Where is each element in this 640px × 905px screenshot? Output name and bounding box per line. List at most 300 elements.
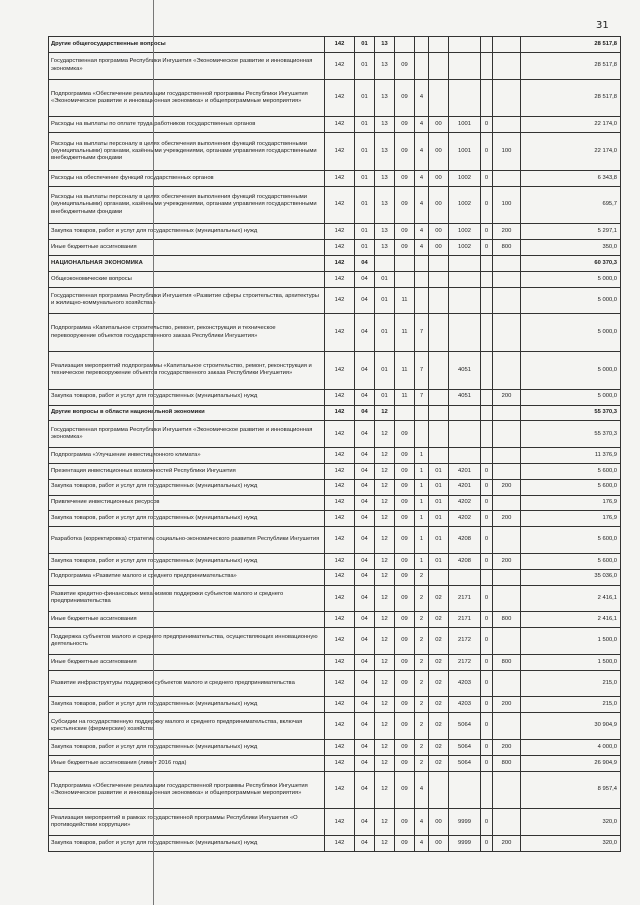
code-subsection: 12 [375,755,395,771]
row-amount: 320,0 [521,836,621,852]
code-direction [449,52,481,79]
code-subprogram [415,271,429,287]
table-row [49,654,621,670]
code-section: 01 [355,224,375,240]
code-direction: 4202 [449,511,481,527]
code-grbs: 142 [325,133,355,171]
code-section: 04 [355,553,375,569]
code-direction-suffix: 0 [481,612,493,628]
budget-sheet [48,36,620,852]
code-event [429,37,449,53]
code-subsection: 12 [375,612,395,628]
code-section: 01 [355,37,375,53]
code-direction: 1001 [449,133,481,171]
code-expense-type [493,569,521,585]
code-event: 00 [429,117,449,133]
code-event: 01 [429,463,449,479]
code-program: 09 [395,511,415,527]
code-section: 04 [355,511,375,527]
code-expense-type: 100 [493,186,521,224]
code-expense-type [493,37,521,53]
code-program: 09 [395,836,415,852]
code-direction-suffix [481,405,493,421]
row-description: Закупка товаров, работ и услуг для государственных (муниципальных) нужд [49,739,325,755]
code-section: 01 [355,52,375,79]
code-subprogram: 2 [415,628,429,655]
code-direction-suffix: 0 [481,186,493,224]
code-subsection [375,255,395,271]
row-amount: 5 000,0 [521,314,621,352]
row-amount: 5 000,0 [521,352,621,390]
code-program: 09 [395,52,415,79]
code-direction-suffix: 0 [481,553,493,569]
code-grbs: 142 [325,495,355,511]
code-expense-type: 800 [493,612,521,628]
code-program: 09 [395,628,415,655]
code-expense-type [493,628,521,655]
code-event [429,569,449,585]
code-event: 01 [429,553,449,569]
code-subsection: 01 [375,389,395,405]
code-subprogram [415,421,429,448]
code-grbs: 142 [325,553,355,569]
row-amount: 8 957,4 [521,771,621,809]
table-row [49,697,621,713]
code-event: 02 [429,755,449,771]
code-expense-type [493,713,521,740]
code-grbs: 142 [325,527,355,554]
code-program: 09 [395,553,415,569]
table-row [49,713,621,740]
code-subprogram: 1 [415,495,429,511]
row-amount: 215,0 [521,670,621,697]
row-description: Иные бюджетные ассигнования (лимит 2016 года) [49,755,325,771]
table-row [49,170,621,186]
code-subprogram: 4 [415,133,429,171]
code-program: 09 [395,713,415,740]
code-section: 04 [355,314,375,352]
code-direction-suffix: 0 [481,463,493,479]
code-program: 09 [395,585,415,612]
row-amount: 320,0 [521,809,621,836]
code-direction-suffix: 0 [481,133,493,171]
code-subsection: 13 [375,224,395,240]
code-program: 09 [395,170,415,186]
code-grbs: 142 [325,569,355,585]
code-program: 11 [395,314,415,352]
code-program: 09 [395,654,415,670]
row-amount: 176,9 [521,511,621,527]
code-event: 01 [429,511,449,527]
code-grbs: 142 [325,697,355,713]
code-section: 04 [355,255,375,271]
code-direction-suffix: 0 [481,479,493,495]
code-direction-suffix: 0 [481,755,493,771]
code-subprogram: 7 [415,314,429,352]
code-program: 09 [395,739,415,755]
code-direction-suffix: 0 [481,585,493,612]
code-event: 00 [429,809,449,836]
code-expense-type [493,421,521,448]
code-expense-type: 200 [493,224,521,240]
table-row [49,771,621,809]
code-direction-suffix [481,448,493,464]
code-subprogram: 4 [415,79,429,117]
code-event [429,287,449,314]
code-program: 09 [395,133,415,171]
code-subprogram: 4 [415,170,429,186]
code-direction-suffix [481,352,493,390]
row-description: Иные бюджетные ассигнования [49,240,325,256]
code-grbs: 142 [325,585,355,612]
code-program: 09 [395,79,415,117]
code-direction-suffix [481,314,493,352]
code-grbs: 142 [325,170,355,186]
table-row [49,352,621,390]
table-row [49,755,621,771]
code-event [429,79,449,117]
code-direction-suffix [481,287,493,314]
table-row [49,739,621,755]
code-subprogram: 4 [415,224,429,240]
row-amount: 350,0 [521,240,621,256]
code-direction-suffix: 0 [481,739,493,755]
code-subprogram: 2 [415,585,429,612]
row-amount: 176,9 [521,495,621,511]
code-section: 04 [355,405,375,421]
code-grbs: 142 [325,628,355,655]
code-subprogram [415,405,429,421]
code-expense-type: 200 [493,697,521,713]
row-description: Общеэкономические вопросы [49,271,325,287]
code-direction-suffix [481,271,493,287]
code-subsection: 13 [375,170,395,186]
code-direction [449,405,481,421]
code-subsection: 01 [375,314,395,352]
table-row [49,809,621,836]
row-description: Иные бюджетные ассигнования [49,612,325,628]
code-grbs: 142 [325,771,355,809]
code-program [395,255,415,271]
code-grbs: 142 [325,240,355,256]
code-subprogram: 4 [415,186,429,224]
row-amount: 5 600,0 [521,463,621,479]
code-section: 04 [355,713,375,740]
code-subsection: 12 [375,479,395,495]
code-event [429,405,449,421]
code-event: 02 [429,739,449,755]
code-direction: 5064 [449,755,481,771]
row-amount: 6 343,8 [521,170,621,186]
code-expense-type: 800 [493,755,521,771]
code-direction-suffix: 0 [481,527,493,554]
code-grbs: 142 [325,287,355,314]
table-row [49,117,621,133]
code-direction-suffix: 0 [481,654,493,670]
code-subprogram: 1 [415,553,429,569]
code-direction: 2171 [449,585,481,612]
code-expense-type [493,527,521,554]
code-direction: 2172 [449,628,481,655]
code-subsection: 12 [375,448,395,464]
row-amount: 35 036,0 [521,569,621,585]
row-description: Закупка товаров, работ и услуг для государственных (муниципальных) нужд [49,479,325,495]
code-subsection: 12 [375,511,395,527]
code-section: 04 [355,448,375,464]
row-amount: 60 370,3 [521,255,621,271]
row-amount: 26 904,9 [521,755,621,771]
code-expense-type: 200 [493,836,521,852]
code-event [429,421,449,448]
row-amount: 28 517,8 [521,52,621,79]
code-subprogram: 2 [415,713,429,740]
code-expense-type [493,405,521,421]
code-direction: 1002 [449,186,481,224]
page-number: 31 [596,20,609,31]
code-section: 01 [355,133,375,171]
row-amount: 1 500,0 [521,628,621,655]
code-subprogram: 7 [415,389,429,405]
code-event [429,352,449,390]
code-direction [449,314,481,352]
table-row [49,79,621,117]
code-section: 04 [355,771,375,809]
code-direction-suffix: 0 [481,240,493,256]
code-subprogram: 2 [415,755,429,771]
code-grbs: 142 [325,654,355,670]
code-direction-suffix: 0 [481,495,493,511]
code-grbs: 142 [325,79,355,117]
code-expense-type: 200 [493,739,521,755]
code-program [395,405,415,421]
code-subsection: 13 [375,133,395,171]
code-subsection: 12 [375,771,395,809]
code-subprogram: 1 [415,511,429,527]
code-subprogram: 7 [415,352,429,390]
code-expense-type [493,255,521,271]
code-program: 09 [395,771,415,809]
code-direction: 4203 [449,670,481,697]
code-grbs: 142 [325,117,355,133]
code-subprogram: 2 [415,569,429,585]
binding-line [153,0,154,905]
code-grbs: 142 [325,479,355,495]
code-subsection: 01 [375,352,395,390]
code-grbs: 142 [325,405,355,421]
code-expense-type: 800 [493,654,521,670]
code-direction-suffix: 0 [481,511,493,527]
code-direction: 1002 [449,240,481,256]
table-row [49,612,621,628]
row-amount: 2 416,1 [521,612,621,628]
code-program: 09 [395,479,415,495]
code-event: 01 [429,479,449,495]
code-section: 01 [355,186,375,224]
code-direction [449,255,481,271]
code-event [429,271,449,287]
code-event [429,448,449,464]
code-subprogram: 4 [415,836,429,852]
row-description: Расходы на выплаты персоналу в целях обеспечения выполнения функций государственными (муниципальными) органами, казёнными учреждениями, органами управления государственными внебюджетными фондами [49,186,325,224]
code-subsection: 13 [375,79,395,117]
code-direction-suffix: 0 [481,670,493,697]
code-section: 04 [355,585,375,612]
code-subsection: 12 [375,739,395,755]
code-subprogram: 2 [415,739,429,755]
code-section: 04 [355,479,375,495]
table-row [49,133,621,171]
code-direction-suffix: 0 [481,117,493,133]
code-grbs: 142 [325,448,355,464]
code-event [429,255,449,271]
code-section: 04 [355,421,375,448]
budget-table [48,36,621,852]
code-grbs: 142 [325,186,355,224]
code-direction [449,421,481,448]
code-program: 09 [395,809,415,836]
table-row [49,186,621,224]
row-description: Закупка товаров, работ и услуг для государственных (муниципальных) нужд [49,553,325,569]
code-program: 09 [395,186,415,224]
row-description: Закупка товаров, работ и услуг для государственных (муниципальных) нужд [49,511,325,527]
code-direction: 2172 [449,654,481,670]
code-grbs: 142 [325,670,355,697]
row-description: Развитие кредитно-финансовых механизмов поддержки субъектов малого и среднего предпринимательства [49,585,325,612]
row-description: Презентация инвестиционных возможностей Республики Ингушетия [49,463,325,479]
code-event: 00 [429,836,449,852]
row-amount: 55 370,3 [521,405,621,421]
row-description: Реализация мероприятий подпрограммы «Капитальное строительство, ремонт, реконструкция и техническое перевооружение объектов государственного заказа Республики Ингушетия» [49,352,325,390]
row-amount: 5 600,0 [521,479,621,495]
code-expense-type [493,463,521,479]
code-program: 09 [395,527,415,554]
row-description: Государственная программа Республики Ингушетия «Экономическое развитие и инновационная экономика» [49,421,325,448]
code-event: 01 [429,527,449,554]
row-amount: 5 600,0 [521,527,621,554]
code-section: 04 [355,287,375,314]
code-event: 00 [429,240,449,256]
code-event: 02 [429,670,449,697]
code-program: 11 [395,287,415,314]
row-description: Расходы на выплаты персоналу в целях обеспечения выполнения функций государственными (муниципальными) органами, казёнными учреждениями, органами управления государственными внебюджетными фондами [49,133,325,171]
code-event: 00 [429,133,449,171]
code-direction-suffix [481,389,493,405]
row-amount: 1 500,0 [521,654,621,670]
row-amount: 11 376,9 [521,448,621,464]
code-section: 04 [355,352,375,390]
code-direction [449,287,481,314]
code-direction: 4202 [449,495,481,511]
code-event: 02 [429,628,449,655]
code-subprogram [415,37,429,53]
row-amount: 5 000,0 [521,287,621,314]
code-expense-type: 200 [493,479,521,495]
code-expense-type [493,585,521,612]
row-description: Государственная программа Республики Ингушетия «Развитие сферы строительства, архитектуры и жилищно-коммунального хозяйства» [49,287,325,314]
code-section: 04 [355,612,375,628]
code-subprogram [415,287,429,314]
code-subsection: 12 [375,405,395,421]
code-grbs: 142 [325,389,355,405]
row-description: Поддержка субъектов малого и среднего предпринимательства, осуществляющих инновационную деятельность [49,628,325,655]
code-event [429,389,449,405]
code-direction: 1002 [449,224,481,240]
code-section: 04 [355,809,375,836]
code-section: 04 [355,495,375,511]
row-amount: 215,0 [521,697,621,713]
code-subsection: 12 [375,585,395,612]
code-direction: 9999 [449,836,481,852]
code-direction: 4203 [449,697,481,713]
row-description: Привлечение инвестиционных ресурсов [49,495,325,511]
code-subprogram [415,255,429,271]
code-subsection: 12 [375,495,395,511]
code-expense-type [493,52,521,79]
code-direction [449,271,481,287]
code-direction: 1002 [449,170,481,186]
row-description: Разработка (корректировка) стратегии социально-экономического развития Республики Ингушетия [49,527,325,554]
code-direction [449,771,481,809]
code-direction-suffix [481,569,493,585]
row-description: Закупка товаров, работ и услуг для государственных (муниципальных) нужд [49,224,325,240]
code-grbs: 142 [325,511,355,527]
table-row [49,421,621,448]
code-direction-suffix: 0 [481,628,493,655]
table-row [49,255,621,271]
table-row [49,405,621,421]
code-program: 09 [395,463,415,479]
code-subprogram: 1 [415,479,429,495]
code-subprogram [415,52,429,79]
code-subprogram: 2 [415,612,429,628]
row-description: Субсидии на государственную поддержку малого и среднего предпринимательства, включая крестьянские (фермерские) хозяйства [49,713,325,740]
code-direction-suffix: 0 [481,170,493,186]
code-direction [449,79,481,117]
code-direction-suffix [481,771,493,809]
code-direction: 1001 [449,117,481,133]
row-description: Закупка товаров, работ и услуг для государственных (муниципальных) нужд [49,836,325,852]
row-description: Другие вопросы в области национальной экономики [49,405,325,421]
code-event: 02 [429,612,449,628]
code-subprogram: 2 [415,697,429,713]
row-amount: 55 370,3 [521,421,621,448]
row-description: Закупка товаров, работ и услуг для государственных (муниципальных) нужд [49,389,325,405]
table-row [49,314,621,352]
code-section: 04 [355,389,375,405]
row-description: Подпрограмма «Развитие малого и среднего предпринимательства» [49,569,325,585]
code-direction: 4201 [449,463,481,479]
code-program: 09 [395,569,415,585]
row-description: НАЦИОНАЛЬНАЯ ЭКОНОМИКА [49,255,325,271]
row-amount: 5 000,0 [521,271,621,287]
code-direction: 5064 [449,739,481,755]
row-description: Подпрограмма «Обеспечение реализации государственной программы Республики Ингушетия «Экономическое развитие и инновационная экономика» и общепрограммные мероприятия» [49,79,325,117]
code-event [429,52,449,79]
code-section: 04 [355,628,375,655]
code-expense-type [493,448,521,464]
code-grbs: 142 [325,255,355,271]
table-row [49,463,621,479]
code-subprogram: 4 [415,771,429,809]
code-subsection: 12 [375,569,395,585]
code-subsection: 12 [375,527,395,554]
code-section: 04 [355,463,375,479]
code-program: 09 [395,224,415,240]
row-amount: 28 517,8 [521,79,621,117]
code-direction-suffix [481,52,493,79]
code-subsection: 12 [375,628,395,655]
code-program: 09 [395,240,415,256]
